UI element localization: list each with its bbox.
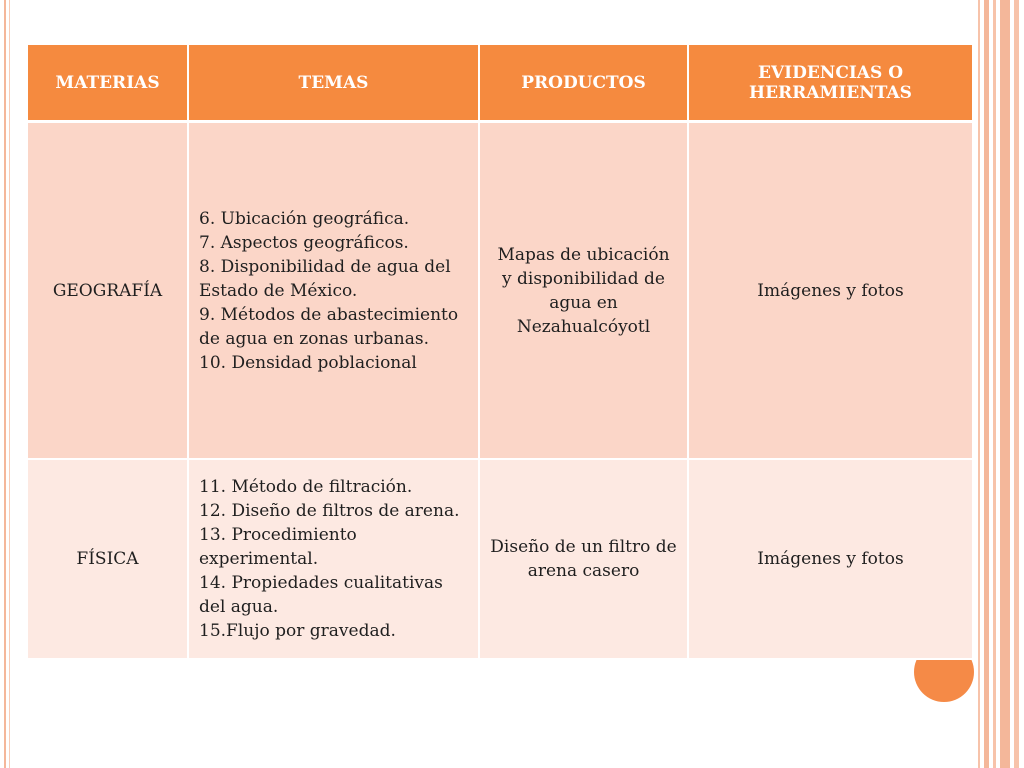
table-row <box>28 459 972 659</box>
cell-temas <box>188 459 479 659</box>
tema-item: 13. Procedimiento experimental. <box>199 525 357 569</box>
header-materias: MATERIAS <box>28 45 188 122</box>
subjects-table <box>28 45 972 660</box>
tema-item: 12. Diseño de filtros de arena. <box>199 501 460 521</box>
tema-item: 11. Método de filtración. <box>199 477 413 497</box>
table-header-row <box>28 45 972 122</box>
tema-item: 8. Disponibilidad de agua del Estado de México. <box>199 256 451 301</box>
cell-evidencias: Imágenes y fotos <box>688 122 972 460</box>
slide-stripe-right-2 <box>984 0 989 768</box>
slide-stripe-right-3 <box>993 0 996 768</box>
cell-temas <box>188 122 479 460</box>
cell-materia: GEOGRAFÍA <box>28 122 188 460</box>
slide-stripe-right-5 <box>1014 0 1019 768</box>
cell-productos: Mapas de ubicación y disponibilidad de agua en Nezahualcóyotl <box>479 122 688 460</box>
cell-productos: Diseño de un filtro de arena casero <box>479 459 688 659</box>
cell-materia: FÍSICA <box>28 459 188 659</box>
header-temas: TEMAS <box>188 45 479 122</box>
slide-border-left-thin <box>9 0 10 768</box>
slide-border-left <box>4 0 6 768</box>
tema-item: 14. Propiedades cualitativas del agua. <box>199 573 443 617</box>
slide-stripe-right-4 <box>1000 0 1010 768</box>
tema-item: 9. Métodos de abastecimiento de agua en zonas urbanas. <box>199 304 459 349</box>
tema-item: 7. Aspectos geográficos. <box>199 232 409 253</box>
slide-stripe-right-1 <box>978 0 980 768</box>
header-productos: PRODUCTOS <box>479 45 688 122</box>
cell-evidencias: Imágenes y fotos <box>688 459 972 659</box>
tema-item: 6. Ubicación geográfica. <box>199 208 410 229</box>
tema-item: 15.Flujo por gravedad. <box>199 621 396 641</box>
table-row <box>28 122 972 460</box>
tema-item: 10. Densidad poblacional <box>199 352 417 373</box>
header-evidencias: EVIDENCIAS O HERRAMIENTAS <box>688 45 972 122</box>
